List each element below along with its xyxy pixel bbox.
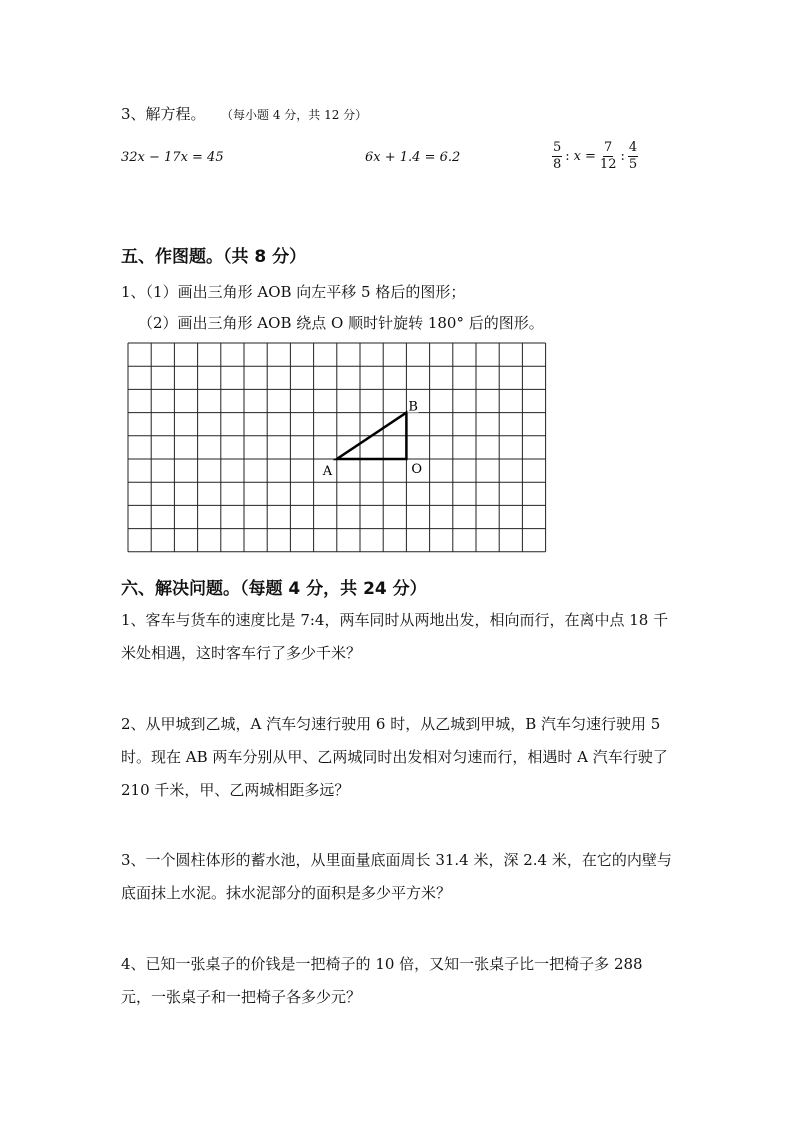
equation-1: 32x − 17x = 45 (121, 150, 224, 165)
section-5-q1-line2: （2）画出三角形 AOB 绕点 O 顺时针旋转 180° 后的图形。 (138, 314, 544, 332)
section-5-q1-line1: 1、（1）画出三角形 AOB 向左平移 5 格后的图形； (121, 283, 466, 301)
section-6-title: 六、解决问题。（每题 4 分，共 24 分） (121, 579, 427, 599)
label-b: B (408, 399, 418, 415)
frac2-numerator: 7 (604, 140, 613, 155)
problem-4: 4、已知一张桌子的价钱是一把椅子的 10 倍，又知一张桌子比一把椅子多 288 元，一张桌子和一把椅子各多少元？ (121, 955, 643, 1006)
section-3-score: （每小题 4 分，共 12 分） (221, 108, 368, 122)
fraction-4-5 (628, 140, 638, 173)
equals-sign: = (585, 149, 596, 164)
frac3-numerator: 4 (628, 140, 638, 155)
equation-2: 6x + 1.4 = 6.2 (365, 150, 461, 165)
problem-1: 1、客车与货车的速度比是 7:4，两车同时从两地出发，相向而行，在离中点 18 千米处相遇，这时客车行了多少千米？ (121, 611, 669, 662)
label-o: O (411, 462, 423, 477)
section-5-title: 五、作图题。（共 8 分） (121, 247, 307, 267)
frac1-denominator: 8 (553, 157, 562, 172)
fraction-5-8 (552, 140, 562, 173)
frac2-denominator: 12 (599, 157, 617, 172)
fraction-7-12 (599, 140, 618, 173)
section-3-title: 3、解方程。 (121, 105, 206, 123)
frac3-denominator: 5 (628, 157, 638, 172)
variable-x: x (573, 149, 582, 164)
ratio-colon-2: : (620, 149, 625, 164)
ratio-colon-1: : (565, 149, 570, 164)
frac1-numerator: 5 (553, 140, 562, 155)
equation-3 (551, 140, 639, 173)
problem-3: 3、一个圆柱体形的蓄水池，从里面量底面周长 31.4 米，深 2.4 米，在它的内壁与底面抹上水泥。抹水泥部分的面积是多少平方米？ (121, 851, 672, 902)
grid-figure (127, 342, 549, 556)
label-a: A (322, 464, 333, 479)
problem-2: 2、从甲城到乙城，A 汽车匀速行驶用 6 时，从乙城到甲城，B 汽车匀速行驶用 5 时。现在 AB 两车分别从甲、乙两城同时出发相对匀速而行，相遇时 A 汽车行驶了 210 千米，甲、乙两城相距多远？ (121, 715, 668, 799)
